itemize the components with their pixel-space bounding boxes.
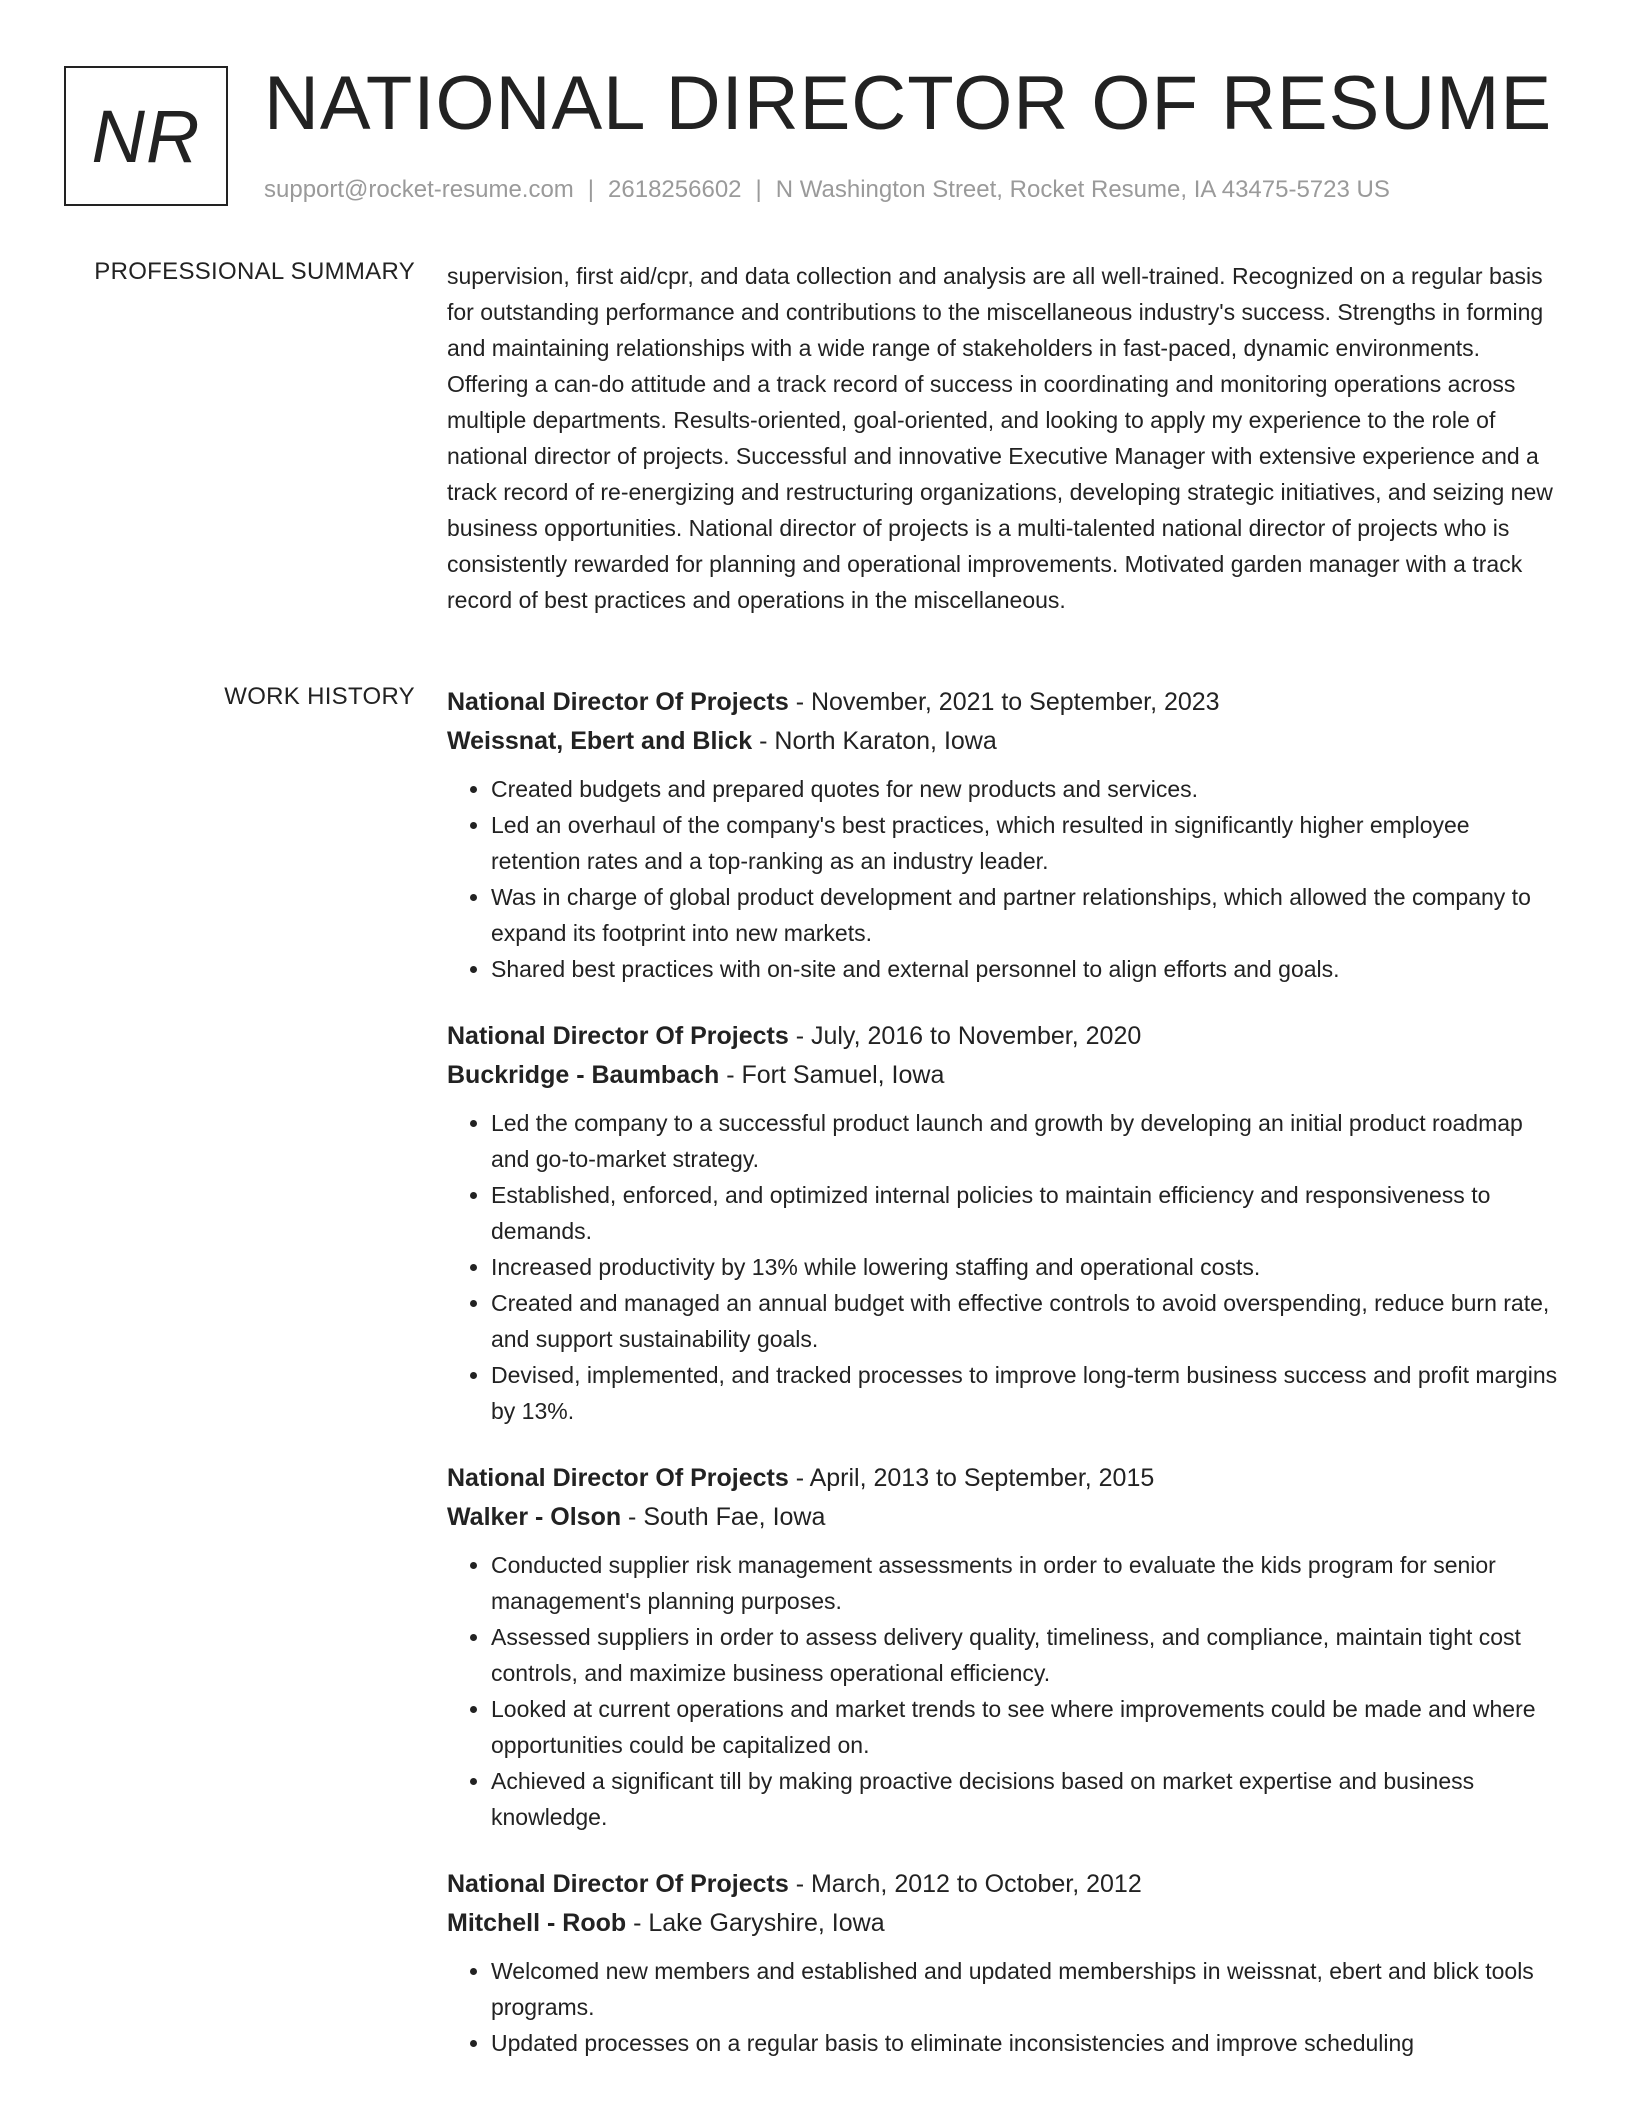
job-location: - Lake Garyshire, Iowa bbox=[626, 1909, 885, 1937]
job-dates: - March, 2012 to October, 2012 bbox=[788, 1870, 1142, 1898]
job-dates: - July, 2016 to November, 2020 bbox=[788, 1022, 1142, 1050]
job-dates: - April, 2013 to September, 2015 bbox=[788, 1464, 1155, 1492]
job-location: - South Fae, Iowa bbox=[621, 1503, 826, 1531]
job-company: Weissnat, Ebert and Blick bbox=[447, 727, 753, 755]
job-company: Mitchell - Roob bbox=[447, 1909, 627, 1937]
contact-separator: | bbox=[755, 176, 762, 203]
section-label-summary: PROFESSIONAL SUMMARY bbox=[94, 258, 415, 285]
job-entry bbox=[447, 1459, 1562, 1835]
job-title-line bbox=[447, 683, 1562, 722]
job-bullet: • Led the company to a successful product launch and growth by developing an initial product roadmap and go-to-market strategy. bbox=[491, 1105, 1562, 1177]
candidate-name: NATIONAL DIRECTOR OF RESUME bbox=[264, 61, 1553, 146]
job-entry bbox=[447, 1017, 1562, 1429]
job-company-line bbox=[447, 1056, 1562, 1095]
job-title-line bbox=[447, 1865, 1562, 1904]
job-bullet: • Created and managed an annual budget with effective controls to avoid overspending, reduce burn rate, and support sustainability goals. bbox=[491, 1285, 1562, 1357]
job-title-line bbox=[447, 1017, 1562, 1056]
job-entry bbox=[447, 683, 1562, 987]
job-bullet-list bbox=[447, 1953, 1562, 2061]
job-bullet: • Established, enforced, and optimized internal policies to maintain efficiency and responsiveness to demands. bbox=[491, 1177, 1562, 1249]
job-entry bbox=[447, 1865, 1562, 2061]
section-label-work-history: WORK HISTORY bbox=[224, 683, 415, 710]
job-bullet: • Assessed suppliers in order to assess delivery quality, timeliness, and compliance, maintain tight cost controls, and maximize business operational efficiency. bbox=[491, 1619, 1562, 1691]
job-bullet: • Looked at current operations and market trends to see where improvements could be made and where opportunities could be capitalized on. bbox=[491, 1691, 1562, 1763]
job-bullet: • Increased productivity by 13% while lowering staffing and operational costs. bbox=[491, 1249, 1562, 1285]
job-bullet: • Conducted supplier risk management assessments in order to evaluate the kids program for senior management's planning purposes. bbox=[491, 1547, 1562, 1619]
contact-line bbox=[264, 176, 1390, 204]
contact-address: N Washington Street, Rocket Resume, IA 43475-5723 US bbox=[775, 176, 1390, 203]
job-company-line bbox=[447, 1498, 1562, 1537]
summary-body bbox=[447, 258, 1562, 618]
job-bullet: • Welcomed new members and established and updated memberships in weissnat, ebert and blick tools programs. bbox=[491, 1953, 1562, 2025]
contact-email: support@rocket-resume.com bbox=[264, 176, 574, 203]
job-bullet: • Devised, implemented, and tracked processes to improve long-term business success and profit margins by 13%. bbox=[491, 1357, 1562, 1429]
resume-header bbox=[64, 61, 1584, 210]
job-bullet: • Created budgets and prepared quotes for new products and services. bbox=[491, 771, 1562, 807]
job-bullet-list bbox=[447, 771, 1562, 987]
job-title: National Director Of Projects bbox=[447, 1870, 789, 1898]
work-history-body bbox=[447, 683, 1562, 2091]
job-title-line bbox=[447, 1459, 1562, 1498]
job-bullet: • Led an overhaul of the company's best practices, which resulted in significantly higher employee retention rates and a top-ranking as an industry leader. bbox=[491, 807, 1562, 879]
contact-separator: | bbox=[587, 176, 595, 203]
job-company: Walker - Olson bbox=[447, 1503, 622, 1531]
job-title: National Director Of Projects bbox=[447, 1464, 789, 1492]
job-bullet-list bbox=[447, 1105, 1562, 1429]
job-bullet: • Was in charge of global product development and partner relationships, which allowed the company to expand its footprint into new markets. bbox=[491, 879, 1562, 951]
job-bullet-list bbox=[447, 1547, 1562, 1835]
job-company-line bbox=[447, 722, 1562, 761]
job-bullet: • Achieved a significant till by making proactive decisions based on market expertise and business knowledge. bbox=[491, 1763, 1562, 1835]
job-location: - North Karaton, Iowa bbox=[752, 727, 997, 755]
job-title: National Director Of Projects bbox=[447, 688, 789, 716]
job-title: National Director Of Projects bbox=[447, 1022, 789, 1050]
contact-phone: 2618256602 bbox=[608, 176, 742, 203]
job-dates: - November, 2021 to September, 2023 bbox=[788, 688, 1220, 716]
summary-text: supervision, first aid/cpr, and data collection and analysis are all well-trained. Recognized on a regular basis for outstanding performance and contributions to the miscellaneous industry's success. Strengths in forming and maintaining relationships with a wide range of stakeholders in fast-paced, dynamic environments. Offering a can-do attitude and a track record of success in coordinating and monitoring operations across multiple departments. Results-oriented, goal-oriented, and looking to apply my experience to the role of national director of projects. Successful and innovative Executive Manager with extensive experience and a track record of re-energizing and restructuring organizations, developing strategic initiatives, and seizing new business opportunities. National director of projects is a multi-talented national director of projects who is consistently rewarded for planning and operational improvements. Motivated garden manager with a track record of best practices and operations in the miscellaneous. bbox=[447, 263, 1553, 613]
job-bullet: • Updated processes on a regular basis to eliminate inconsistencies and improve scheduling bbox=[491, 2025, 1562, 2061]
job-location: - Fort Samuel, Iowa bbox=[719, 1061, 945, 1089]
job-company: Buckridge - Baumbach bbox=[447, 1061, 720, 1089]
job-bullet: • Shared best practices with on-site and external personnel to align efforts and goals. bbox=[491, 951, 1562, 987]
job-company-line bbox=[447, 1904, 1562, 1943]
monogram-badge: NR bbox=[64, 66, 228, 206]
